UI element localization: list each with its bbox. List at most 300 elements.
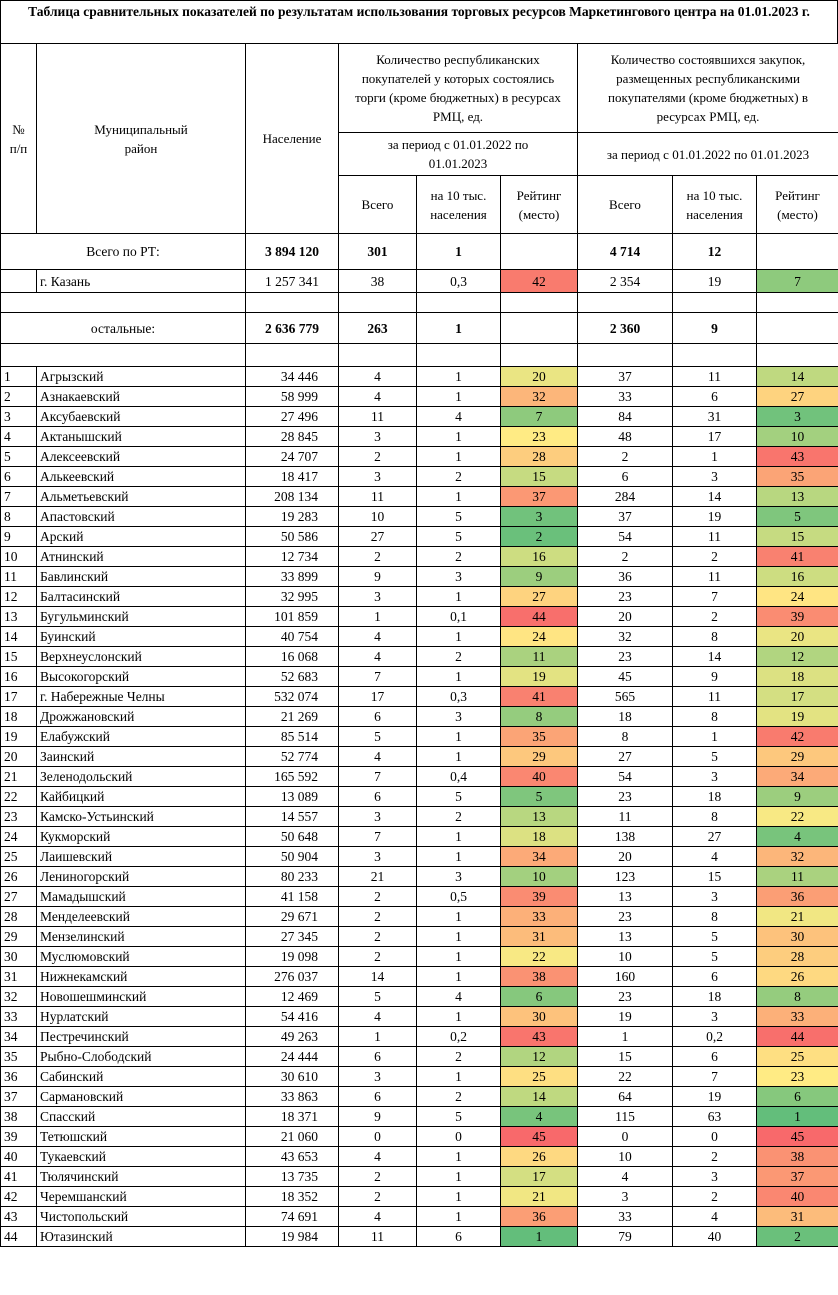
others-traders-per10k: 1	[417, 313, 501, 344]
population: 50 586	[246, 527, 339, 547]
purchases-rating: 22	[757, 807, 838, 827]
purchases-rating: 4	[757, 827, 838, 847]
traders-total: 11	[339, 407, 417, 427]
table-row	[1, 527, 838, 547]
table-row	[1, 427, 838, 447]
row-num: 22	[1, 787, 37, 807]
traders-per10k: 1	[417, 1007, 501, 1027]
purchases-rating: 39	[757, 607, 838, 627]
traders-per10k: 1	[417, 1147, 501, 1167]
purchases-rating: 25	[757, 1047, 838, 1067]
purchases-per10k: 15	[673, 867, 757, 887]
table-row	[1, 867, 838, 887]
row-num: 34	[1, 1027, 37, 1047]
traders-rating: 22	[501, 947, 578, 967]
purchases-rating: 36	[757, 887, 838, 907]
row-num: 14	[1, 627, 37, 647]
table-row	[1, 987, 838, 1007]
district-name: Лаишевский	[37, 847, 246, 867]
table-row	[1, 1067, 838, 1087]
district-name: Кукморский	[37, 827, 246, 847]
purchases-rating: 3	[757, 407, 838, 427]
kazan-row	[1, 270, 838, 293]
traders-rating: 32	[501, 387, 578, 407]
row-num: 36	[1, 1067, 37, 1087]
purchases-per10k: 2	[673, 607, 757, 627]
district-name: Буинский	[37, 627, 246, 647]
row-num: 39	[1, 1127, 37, 1147]
row-num: 5	[1, 447, 37, 467]
purchases-per10k: 9	[673, 667, 757, 687]
traders-rating: 4	[501, 1107, 578, 1127]
table-row	[1, 947, 838, 967]
traders-rating: 44	[501, 607, 578, 627]
purchases-per10k: 8	[673, 627, 757, 647]
traders-per10k: 1	[417, 667, 501, 687]
traders-per10k: 1	[417, 947, 501, 967]
population: 16 068	[246, 647, 339, 667]
population: 43 653	[246, 1147, 339, 1167]
traders-per10k: 1	[417, 367, 501, 387]
purchases-rating: 8	[757, 987, 838, 1007]
purchases-total: 13	[578, 887, 673, 907]
purchases-total: 22	[578, 1067, 673, 1087]
traders-total: 27	[339, 527, 417, 547]
traders-rating: 10	[501, 867, 578, 887]
traders-total: 2	[339, 547, 417, 567]
district-name: Мамадышский	[37, 887, 246, 907]
table-row	[1, 1007, 838, 1027]
purchases-per10k: 31	[673, 407, 757, 427]
traders-rating: 20	[501, 367, 578, 387]
purchases-per10k: 17	[673, 427, 757, 447]
traders-rating: 17	[501, 1167, 578, 1187]
traders-rating: 8	[501, 707, 578, 727]
traders-per10k: 0,5	[417, 887, 501, 907]
traders-total: 11	[339, 1227, 417, 1247]
purchases-rating: 9	[757, 787, 838, 807]
purchases-total: 84	[578, 407, 673, 427]
traders-rating: 14	[501, 1087, 578, 1107]
population: 52 683	[246, 667, 339, 687]
row-num: 25	[1, 847, 37, 867]
traders-total: 4	[339, 1007, 417, 1027]
traders-per10k: 2	[417, 1047, 501, 1067]
table-row	[1, 1127, 838, 1147]
traders-per10k: 5	[417, 787, 501, 807]
table-row	[1, 887, 838, 907]
traders-per10k: 5	[417, 527, 501, 547]
purchases-per10k: 2	[673, 1147, 757, 1167]
table-row	[1, 707, 838, 727]
district-name: Нижнекамский	[37, 967, 246, 987]
population: 24 444	[246, 1047, 339, 1067]
row-num: 3	[1, 407, 37, 427]
header-num: № п/п	[1, 44, 37, 234]
traders-rating: 23	[501, 427, 578, 447]
population: 18 417	[246, 467, 339, 487]
population: 21 269	[246, 707, 339, 727]
district-name: Агрызский	[37, 367, 246, 387]
table-row	[1, 387, 838, 407]
purchases-total: 10	[578, 1147, 673, 1167]
population: 276 037	[246, 967, 339, 987]
district-name: Тукаевский	[37, 1147, 246, 1167]
purchases-total: 23	[578, 907, 673, 927]
purchases-rating: 19	[757, 707, 838, 727]
traders-total: 6	[339, 787, 417, 807]
table-row	[1, 747, 838, 767]
table-row	[1, 727, 838, 747]
population: 33 899	[246, 567, 339, 587]
traders-total: 1	[339, 1027, 417, 1047]
traders-total: 4	[339, 367, 417, 387]
table-row	[1, 367, 838, 387]
purchases-per10k: 14	[673, 487, 757, 507]
population: 18 352	[246, 1187, 339, 1207]
purchases-total: 79	[578, 1227, 673, 1247]
purchases-rating: 6	[757, 1087, 838, 1107]
traders-total: 4	[339, 1207, 417, 1227]
purchases-total: 565	[578, 687, 673, 707]
total-rt-purchases-rating	[757, 234, 838, 270]
spacer-row	[1, 344, 838, 367]
purchases-total: 2	[578, 547, 673, 567]
traders-per10k: 2	[417, 1087, 501, 1107]
traders-total: 5	[339, 727, 417, 747]
traders-rating: 27	[501, 587, 578, 607]
purchases-per10k: 8	[673, 707, 757, 727]
traders-rating: 15	[501, 467, 578, 487]
traders-per10k: 4	[417, 407, 501, 427]
row-num: 2	[1, 387, 37, 407]
purchases-per10k: 5	[673, 747, 757, 767]
district-name: Менделеевский	[37, 907, 246, 927]
traders-rating: 24	[501, 627, 578, 647]
traders-rating: 45	[501, 1127, 578, 1147]
traders-per10k: 5	[417, 507, 501, 527]
traders-total: 0	[339, 1127, 417, 1147]
spacer-row	[1, 293, 838, 313]
traders-total: 4	[339, 647, 417, 667]
table-row	[1, 967, 838, 987]
traders-rating: 18	[501, 827, 578, 847]
population: 40 754	[246, 627, 339, 647]
row-num: 7	[1, 487, 37, 507]
district-name: г. Набережные Челны	[37, 687, 246, 707]
table-row	[1, 927, 838, 947]
population: 19 984	[246, 1227, 339, 1247]
purchases-total: 23	[578, 587, 673, 607]
purchases-total: 3	[578, 1187, 673, 1207]
purchases-total: 64	[578, 1087, 673, 1107]
purchases-total: 20	[578, 847, 673, 867]
district-name: Тюлячинский	[37, 1167, 246, 1187]
purchases-per10k: 63	[673, 1107, 757, 1127]
others-row	[1, 313, 838, 344]
population: 18 371	[246, 1107, 339, 1127]
traders-rating: 31	[501, 927, 578, 947]
traders-per10k: 1	[417, 907, 501, 927]
traders-total: 21	[339, 867, 417, 887]
district-name: Атнинский	[37, 547, 246, 567]
purchases-total: 1	[578, 1027, 673, 1047]
purchases-total: 123	[578, 867, 673, 887]
kazan-purchases-rating: 7	[757, 270, 838, 293]
purchases-total: 37	[578, 367, 673, 387]
district-name: Рыбно-Слободский	[37, 1047, 246, 1067]
row-num: 24	[1, 827, 37, 847]
purchases-per10k: 11	[673, 567, 757, 587]
traders-total: 4	[339, 387, 417, 407]
population: 80 233	[246, 867, 339, 887]
row-num: 11	[1, 567, 37, 587]
table-row	[1, 767, 838, 787]
purchases-total: 13	[578, 927, 673, 947]
population: 85 514	[246, 727, 339, 747]
purchases-rating: 40	[757, 1187, 838, 1207]
traders-per10k: 0,4	[417, 767, 501, 787]
row-num: 32	[1, 987, 37, 1007]
traders-per10k: 1	[417, 727, 501, 747]
purchases-total: 284	[578, 487, 673, 507]
comparison-table	[0, 43, 838, 1247]
purchases-total: 0	[578, 1127, 673, 1147]
total-rt-population: 3 894 120	[246, 234, 339, 270]
header-group-purchases: Количество состоявшихся закупок, размещенных республиканскими покупателями (кроме бюджетных) в ресурсах РМЦ, ед.	[578, 44, 838, 133]
row-num: 20	[1, 747, 37, 767]
row-num: 17	[1, 687, 37, 707]
row-num: 43	[1, 1207, 37, 1227]
traders-total: 3	[339, 587, 417, 607]
population: 13 089	[246, 787, 339, 807]
table-row	[1, 1027, 838, 1047]
purchases-rating: 44	[757, 1027, 838, 1047]
traders-total: 2	[339, 907, 417, 927]
kazan-purchases-per10k: 19	[673, 270, 757, 293]
traders-per10k: 1	[417, 927, 501, 947]
row-num: 38	[1, 1107, 37, 1127]
traders-total: 9	[339, 567, 417, 587]
purchases-rating: 29	[757, 747, 838, 767]
row-num: 28	[1, 907, 37, 927]
table-body	[1, 44, 838, 1247]
table-row	[1, 447, 838, 467]
traders-rating: 26	[501, 1147, 578, 1167]
traders-total: 4	[339, 627, 417, 647]
purchases-total: 20	[578, 607, 673, 627]
table-row	[1, 667, 838, 687]
purchases-per10k: 3	[673, 1167, 757, 1187]
traders-rating: 9	[501, 567, 578, 587]
purchases-total: 45	[578, 667, 673, 687]
purchases-rating: 5	[757, 507, 838, 527]
purchases-per10k: 0	[673, 1127, 757, 1147]
row-num: 29	[1, 927, 37, 947]
row-num: 8	[1, 507, 37, 527]
traders-per10k: 1	[417, 1167, 501, 1187]
purchases-rating: 24	[757, 587, 838, 607]
table-row	[1, 847, 838, 867]
traders-total: 2	[339, 927, 417, 947]
purchases-per10k: 5	[673, 927, 757, 947]
traders-rating: 25	[501, 1067, 578, 1087]
purchases-per10k: 3	[673, 767, 757, 787]
row-num: 27	[1, 887, 37, 907]
purchases-rating: 1	[757, 1107, 838, 1127]
population: 28 845	[246, 427, 339, 447]
table-row	[1, 1167, 838, 1187]
traders-total: 6	[339, 707, 417, 727]
header-period-traders: за период с 01.01.2022 по 01.01.2023	[339, 133, 578, 176]
table-row	[1, 1087, 838, 1107]
purchases-per10k: 8	[673, 907, 757, 927]
population: 27 345	[246, 927, 339, 947]
purchases-per10k: 11	[673, 687, 757, 707]
kazan-traders: 38	[339, 270, 417, 293]
traders-per10k: 1	[417, 1067, 501, 1087]
purchases-per10k: 11	[673, 527, 757, 547]
purchases-per10k: 18	[673, 987, 757, 1007]
report-title: Таблица сравнительных показателей по результатам использования торговых ресурсов Маркетингового центра на 01.01.2023 г.	[0, 0, 838, 43]
traders-total: 7	[339, 767, 417, 787]
population: 49 263	[246, 1027, 339, 1047]
district-name: Альметьевский	[37, 487, 246, 507]
traders-per10k: 0,2	[417, 1027, 501, 1047]
traders-total: 14	[339, 967, 417, 987]
district-name: Лениногорский	[37, 867, 246, 887]
population: 30 610	[246, 1067, 339, 1087]
traders-per10k: 2	[417, 467, 501, 487]
purchases-total: 2	[578, 447, 673, 467]
purchases-total: 54	[578, 767, 673, 787]
purchases-total: 115	[578, 1107, 673, 1127]
traders-rating: 16	[501, 547, 578, 567]
kazan-purchases: 2 354	[578, 270, 673, 293]
district-name: Аксубаевский	[37, 407, 246, 427]
header-per10k-2: на 10 тыс. населения	[673, 176, 757, 234]
population: 13 735	[246, 1167, 339, 1187]
purchases-per10k: 40	[673, 1227, 757, 1247]
purchases-per10k: 4	[673, 1207, 757, 1227]
traders-rating: 13	[501, 807, 578, 827]
purchases-rating: 20	[757, 627, 838, 647]
purchases-total: 33	[578, 1207, 673, 1227]
row-num: 37	[1, 1087, 37, 1107]
purchases-per10k: 27	[673, 827, 757, 847]
district-name: Ютазинский	[37, 1227, 246, 1247]
row-num: 18	[1, 707, 37, 727]
district-name: Черемшанский	[37, 1187, 246, 1207]
traders-total: 1	[339, 607, 417, 627]
row-num: 31	[1, 967, 37, 987]
purchases-rating: 37	[757, 1167, 838, 1187]
population: 34 446	[246, 367, 339, 387]
row-num: 19	[1, 727, 37, 747]
traders-per10k: 3	[417, 567, 501, 587]
purchases-total: 27	[578, 747, 673, 767]
traders-total: 4	[339, 1147, 417, 1167]
table-row	[1, 547, 838, 567]
row-num: 13	[1, 607, 37, 627]
traders-per10k: 3	[417, 707, 501, 727]
traders-per10k: 1	[417, 1207, 501, 1227]
purchases-rating: 41	[757, 547, 838, 567]
row-num: 41	[1, 1167, 37, 1187]
purchases-per10k: 5	[673, 947, 757, 967]
traders-total: 11	[339, 487, 417, 507]
traders-per10k: 1	[417, 387, 501, 407]
purchases-per10k: 2	[673, 547, 757, 567]
table-row	[1, 647, 838, 667]
traders-per10k: 1	[417, 427, 501, 447]
traders-rating: 39	[501, 887, 578, 907]
header-group-traders: Количество республиканских покупателей у которых состоялись торги (кроме бюджетных) в ресурсах РМЦ, ед.	[339, 44, 578, 133]
population: 532 074	[246, 687, 339, 707]
traders-total: 3	[339, 467, 417, 487]
total-rt-purchases-per10k: 12	[673, 234, 757, 270]
population: 101 859	[246, 607, 339, 627]
purchases-rating: 12	[757, 647, 838, 667]
traders-rating: 2	[501, 527, 578, 547]
total-rt-purchases: 4 714	[578, 234, 673, 270]
others-purchases-rating	[757, 313, 838, 344]
total-rt-row	[1, 234, 838, 270]
row-num: 40	[1, 1147, 37, 1167]
district-name: Сабинский	[37, 1067, 246, 1087]
district-name: Верхнеуслонский	[37, 647, 246, 667]
purchases-rating: 42	[757, 727, 838, 747]
district-name: Кайбицкий	[37, 787, 246, 807]
purchases-rating: 15	[757, 527, 838, 547]
traders-rating: 41	[501, 687, 578, 707]
purchases-rating: 17	[757, 687, 838, 707]
traders-rating: 43	[501, 1027, 578, 1047]
district-name: Дрожжановский	[37, 707, 246, 727]
row-num: 15	[1, 647, 37, 667]
purchases-rating: 18	[757, 667, 838, 687]
traders-total: 6	[339, 1087, 417, 1107]
purchases-per10k: 7	[673, 1067, 757, 1087]
purchases-total: 160	[578, 967, 673, 987]
traders-rating: 1	[501, 1227, 578, 1247]
others-purchases: 2 360	[578, 313, 673, 344]
row-num: 35	[1, 1047, 37, 1067]
table-row	[1, 1047, 838, 1067]
row-num: 16	[1, 667, 37, 687]
row-num: 26	[1, 867, 37, 887]
traders-total: 2	[339, 1187, 417, 1207]
traders-per10k: 1	[417, 747, 501, 767]
district-name: Тетюшский	[37, 1127, 246, 1147]
traders-rating: 37	[501, 487, 578, 507]
traders-per10k: 1	[417, 587, 501, 607]
purchases-total: 18	[578, 707, 673, 727]
population: 74 691	[246, 1207, 339, 1227]
purchases-rating: 43	[757, 447, 838, 467]
purchases-rating: 14	[757, 367, 838, 387]
table-row	[1, 907, 838, 927]
traders-rating: 36	[501, 1207, 578, 1227]
purchases-total: 33	[578, 387, 673, 407]
table-row	[1, 607, 838, 627]
population: 50 904	[246, 847, 339, 867]
kazan-num	[1, 270, 37, 293]
purchases-total: 48	[578, 427, 673, 447]
purchases-rating: 26	[757, 967, 838, 987]
kazan-traders-rating: 42	[501, 270, 578, 293]
traders-rating: 12	[501, 1047, 578, 1067]
